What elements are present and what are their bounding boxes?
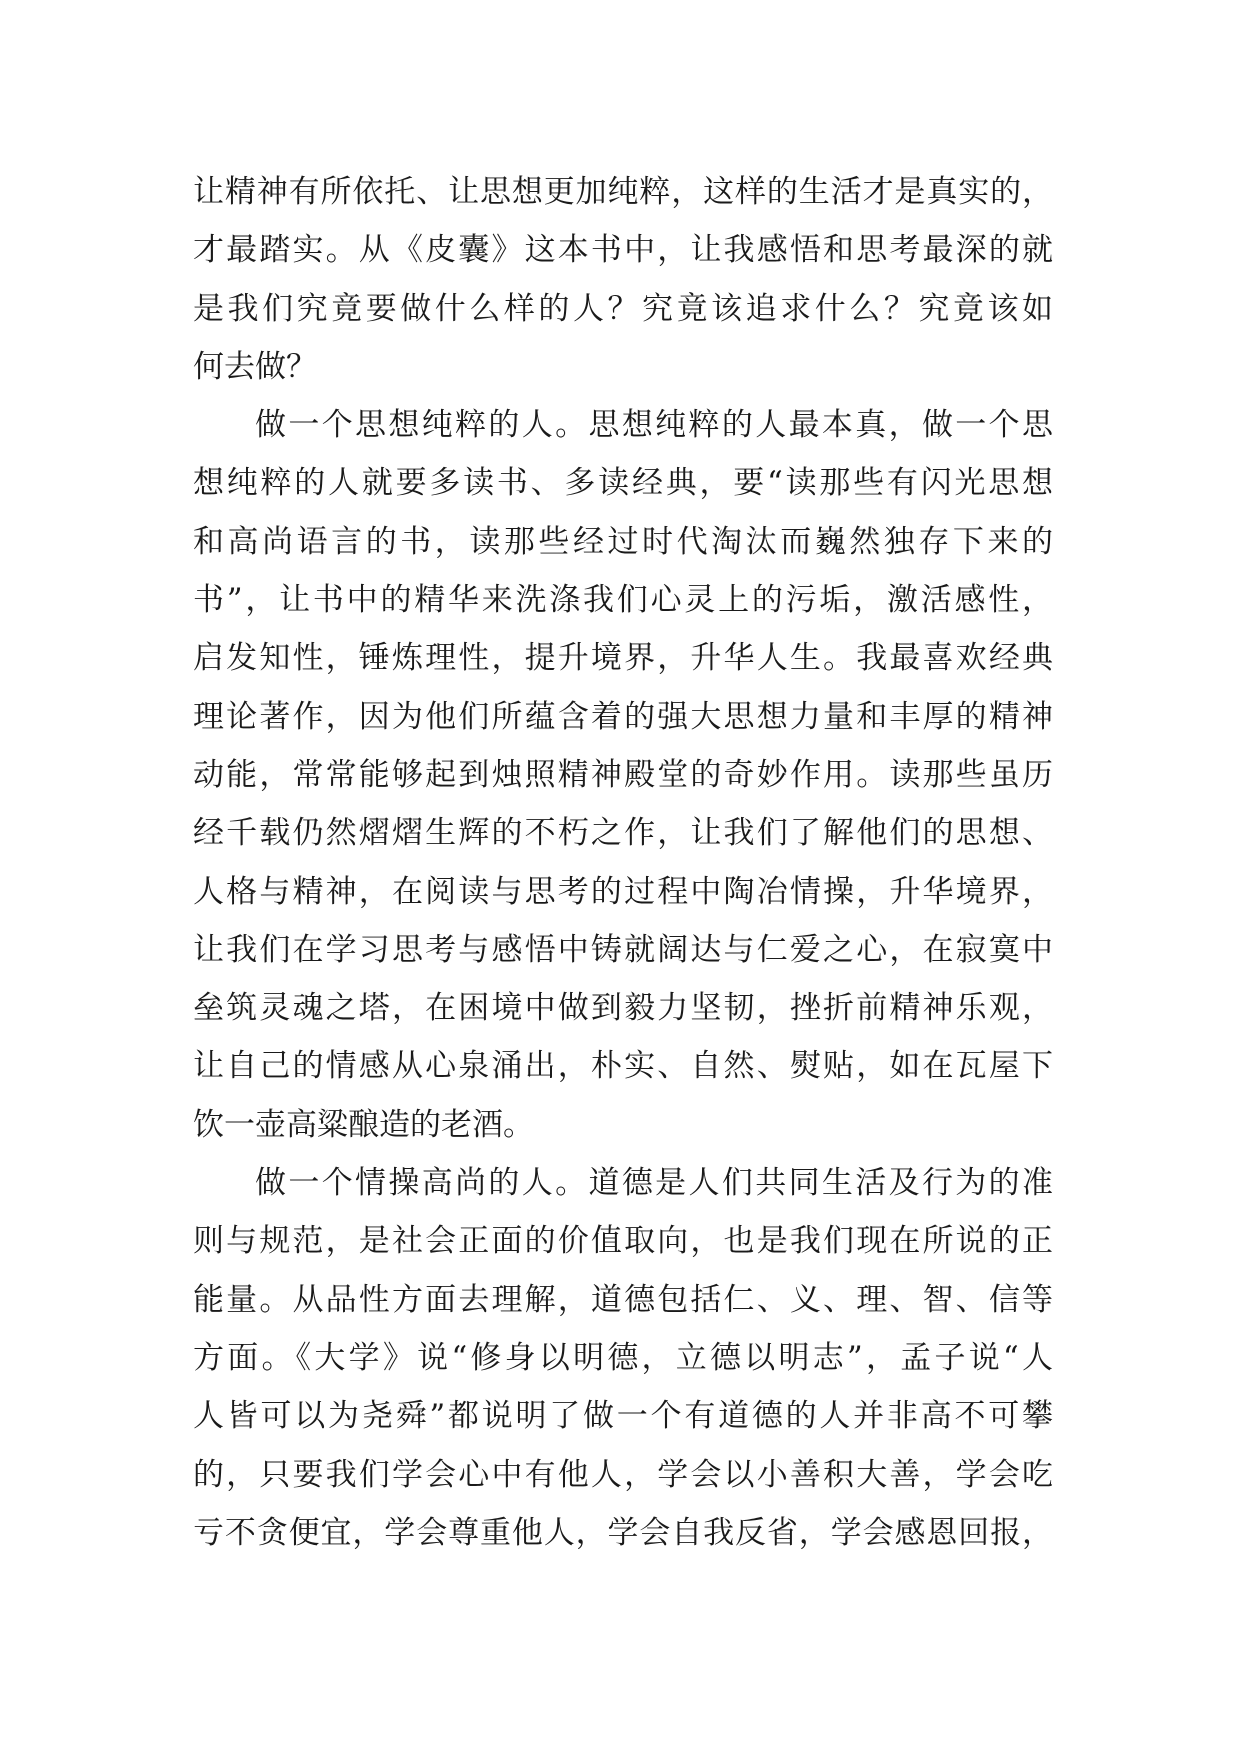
text-line: 人格与精神，在阅读与思考的过程中陶冶情操，升华境界，	[193, 873, 1053, 910]
text-line: 是我们究竟要做什么样的人？究竟该追求什么？究竟该如	[193, 290, 1053, 327]
text-line: 人皆可以为尧舜”都说明了做一个有道德的人并非高不可攀	[193, 1398, 1053, 1435]
text-line: 想纯粹的人就要多读书、多读经典，要“读那些有闪光思想	[193, 465, 1053, 502]
text-line: 动能，常常能够起到烛照精神殿堂的奇妙作用。读那些虽历	[193, 756, 1053, 793]
text-line: 何去做？	[193, 348, 317, 385]
text-line: 让我们在学习思考与感悟中铸就阔达与仁爱之心，在寂寞中	[193, 931, 1053, 968]
text-line: 则与规范，是社会正面的价值取向，也是我们现在所说的正	[193, 1223, 1053, 1260]
body-text	[193, 163, 1053, 1562]
text-line: 书”，让书中的精华来洗涤我们心灵上的污垢，激活感性，	[193, 582, 1053, 619]
text-line: 方面。《大学》说“修身以明德，立德以明志”，孟子说“人	[193, 1339, 1053, 1376]
text-line: 让自己的情感从心泉涌出，朴实、自然、熨贴，如在瓦屋下	[193, 1048, 1053, 1085]
paragraph-first-line: 做一个思想纯粹的人。思想纯粹的人最本真，做一个思	[255, 407, 1053, 444]
text-line: 让精神有所依托、让思想更加纯粹，这样的生活才是真实的，	[193, 174, 1053, 210]
text-line: 的，只要我们学会心中有他人，学会以小善积大善，学会吃	[193, 1456, 1053, 1493]
text-line: 能量。从品性方面去理解，道德包括仁、义、理、智、信等	[193, 1281, 1053, 1318]
text-line: 经千载仍然熠熠生辉的不朽之作，让我们了解他们的思想、	[193, 815, 1053, 852]
text-line: 理论著作，因为他们所蕴含着的强大思想力量和丰厚的精神	[193, 698, 1053, 735]
text-line: 垒筑灵魂之塔，在困境中做到毅力坚韧，挫折前精神乐观，	[193, 990, 1053, 1027]
text-line: 启发知性，锤炼理性，提升境界，升华人生。我最喜欢经典	[193, 640, 1053, 677]
text-line: 才最踏实。从《皮囊》这本书中，让我感悟和思考最深的就	[193, 232, 1053, 269]
text-line: 和高尚语言的书，读那些经过时代淘汰而巍然独存下来的	[193, 523, 1053, 560]
paragraph-first-line: 做一个情操高尚的人。道德是人们共同生活及行为的准	[255, 1165, 1053, 1202]
text-line: 饮一壶高粱酿造的老酒。	[193, 1106, 534, 1143]
text-line: 亏不贪便宜，学会尊重他人，学会自我反省，学会感恩回报，	[193, 1514, 1053, 1551]
